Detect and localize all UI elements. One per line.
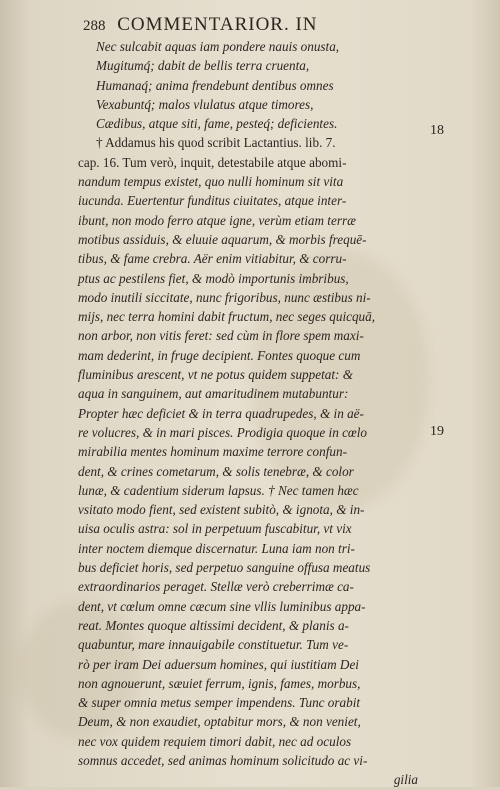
text-line: Propter hæc deficiet & in terra quadrupedes, & in aë- [78, 405, 364, 421]
text-line: rò per iram Dei aduersum homines, qui iustitiam Dei [78, 656, 359, 672]
text-line: dent, vt cœlum omne cæcum sine vllis luminibus appa- [78, 598, 366, 614]
text-line: Mugitumq́; dabit de bellis terra cruenta, [96, 58, 310, 74]
text-line: nec vox quidem requiem timori dabit, nec ad oculos [78, 733, 352, 749]
text-line: mijs, nec terra homini dabit fructum, nec seges quicquā, [78, 309, 376, 325]
text-line: re volucres, & in mari pisces. Prodigia quoque in cœlo [78, 424, 367, 440]
text-line: vsitato modo fient, sed existent subitò, & ignota, & in- [78, 502, 365, 518]
text-line: motibus assiduis, & eluuie aquarum, & morbis frequē- [78, 231, 367, 247]
text-line: Nec sulcabit aquas iam pondere nauis onusta, [96, 39, 340, 54]
margin-number: 19 [430, 424, 444, 439]
page-number: 288 [83, 18, 106, 34]
text-line: non arbor, non vitis feret: sed cùm in flore spem maxi- [78, 328, 364, 344]
text-line: ptus ac pestilens fiet, & modò importunis imbribus, [78, 270, 349, 286]
text-line: & super omnia metus semper impendens. Tunc orabit [78, 695, 361, 711]
text-line: cap. 16. Tum verò, inquit, detestabile atque abomi- [78, 154, 347, 170]
text-line: Humanaq́; anima frendebunt dentibus omnes [96, 77, 334, 93]
text-line: nandum tempus existet, quo nulli hominum sit vita [78, 174, 344, 190]
text-line: lunæ, & cadentium siderum lapsus. † Nec tamen hæc [78, 482, 359, 498]
text-line: modo inutili siccitate, nunc frigoribus, nunc æstibus ni- [78, 289, 371, 305]
text-line: † Addamus his quod scribit Lactantius. lib. 7. [96, 135, 336, 151]
text-line: somnus accedet, sed animas hominum solicitudo ac vi- [78, 752, 368, 768]
catchword: gilia [393, 772, 418, 788]
running-title: COMMENTARIOR. IN [117, 14, 318, 35]
text-line: Deum, & non exaudiet, optabitur mors, & non veniet, [78, 714, 361, 730]
text-line: aqua in sanguinem, aut amaritudinem mutabuntur: [78, 386, 349, 402]
text-line: dent, & crines cometarum, & solis tenebræ, & color [78, 463, 354, 479]
text-line: mirabilia mentes hominum maxime terrore confun- [78, 444, 347, 460]
text-line: mam dederint, in fruge decipient. Fontes quoque cum [78, 347, 361, 363]
text-line: inter noctem diemque discernatur. Luna iam non tri- [78, 540, 355, 556]
text-line: tibus, & fame crebra. Aër enim vitiabitur, & corru- [78, 251, 347, 267]
text-line: Cædibus, atque siti, fame, pesteq́; deficientes. [96, 116, 338, 132]
text-line: ibunt, non modo ferro atque igne, verùm etiam terræ [78, 212, 356, 228]
text-line: Vexabuntq́; malos vlulatus atque timores, [96, 96, 314, 112]
body-text [78, 37, 420, 790]
text-line: iucunda. Euertentur funditus ciuitates, atque inter- [78, 193, 347, 209]
text-line: bus deficiet horis, sed perpetuo sanguine offusa meatus [78, 560, 371, 576]
running-header [83, 14, 403, 38]
text-line: reat. Montes quoque altissimi decident, & planis a- [78, 617, 349, 633]
text-line: uisa oculis astra: sol in perpetuum fuscabitur, vt vix [78, 521, 352, 537]
text-line: fluminibus arescent, vt ne potus quidem suppetat: & [78, 367, 353, 383]
text-line: quabuntur, mare innauigabile constituetur. Tum ve- [78, 637, 349, 653]
margin-number: 18 [430, 123, 444, 138]
text-line: non agnouerunt, sæuiet ferrum, ignis, fames, morbus, [78, 675, 361, 691]
text-line: extraordinarios peraget. Stellæ verò creberrimæ ca- [78, 579, 354, 595]
